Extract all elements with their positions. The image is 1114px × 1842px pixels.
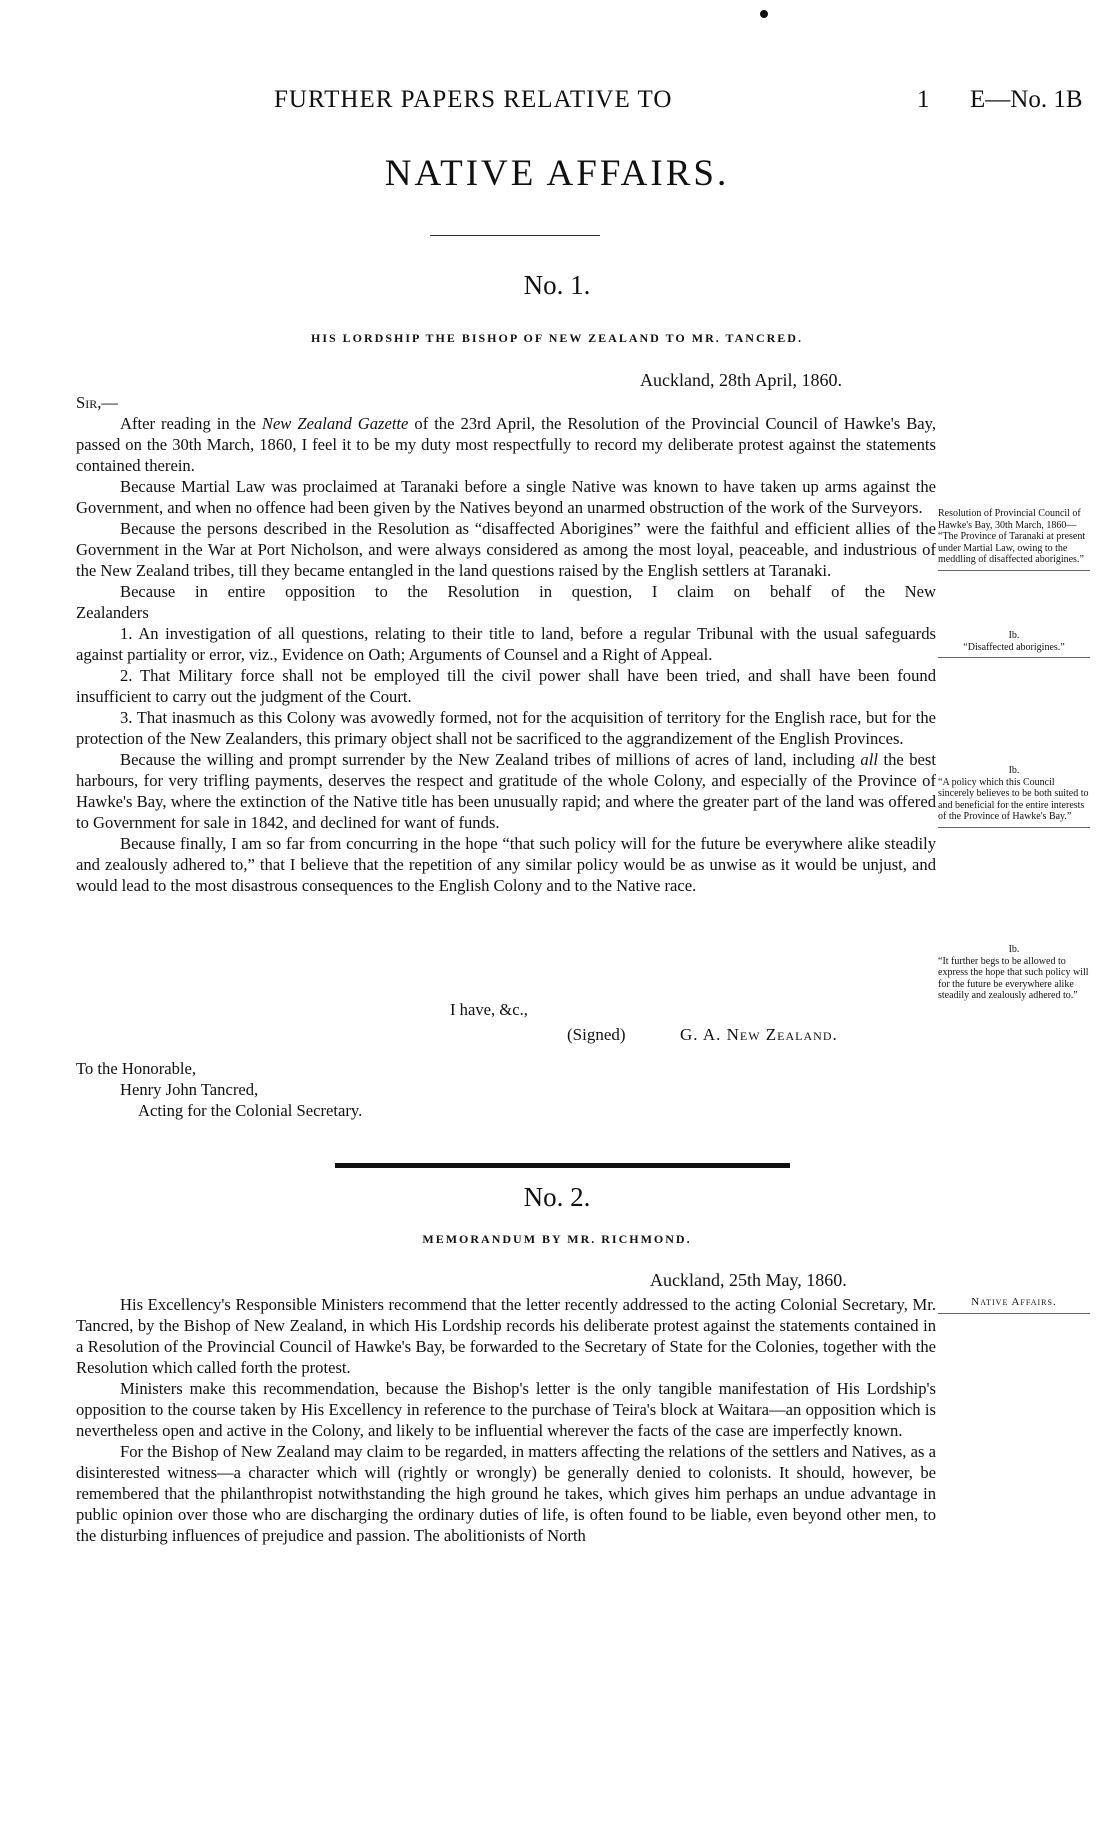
running-title: FURTHER PAPERS RELATIVE TO [274,86,673,113]
margin-note-2: Ib. “Disaffected aborigines.” [938,630,1090,658]
closing: I have, &c., [450,1000,528,1019]
margin-note-1: Resolution of Provincial Council of Hawke's Bay, 30th March, 1860— “The Province of Taranaki at present under Martial Law, owing to the meddling of disaffected aborigines.” [938,508,1090,571]
doc1-body [76,392,936,896]
doc1-claim-1: 1. An investigation of all questions, relating to their title to land, before a regular Tribunal with the usual safeguards against partiality or error, viz., Evidence on Oath; Arguments of Counsel and a Right of Appeal. [76,624,936,664]
doc1-claim-3: 3. That inasmuch as this Colony was avowedly formed, not for the acquisition of territory for the English race, but for the protection of the New Zealanders, this primary object shall not be sacrificed to the aggrandizement of the English Provinces. [76,708,936,748]
doc2-place-date: Auckland, 25th May, 1860. [650,1270,847,1290]
margin-note-4: Ib. “It further begs to be allowed to express the hope that such policy will for the future be everywhere alike steadily and zealously adhered to.” [938,944,1089,1001]
doc1-place-date: Auckland, 28th April, 1860. [640,370,842,390]
salutation: Sir,— [76,393,118,412]
doc1-paragraph-1: After reading in the New Zealand Gazette of the 23rd April, the Resolution of the Provincial Council of Hawke's Bay, passed on the 30th March, 1860, I feel it to be my duty most respectfully to record my deliberate protest against the statements contained therein. [76,414,937,475]
document-reference: E—No. 1B [970,86,1083,113]
doc1-paragraph-6: Because finally, I am so far from concurring in the hope “that such policy will for the future be everywhere alike steadily and zealously adhered to,” that I believe that the repetition of any similar policy would be as unwise as it would be unjust, and would lead to the most disastrous consequences to the English Colony and to the Native race. [76,834,936,895]
doc2-body [76,1294,936,1546]
page-title: NATIVE AFFAIRS. [384,153,730,194]
doc2-paragraph-3: For the Bishop of New Zealand may claim to be regarded, in matters affecting the relations of the settlers and Natives, as a disinterested witness—a character which will (rightly or wrongly) be generally denied to colonists. It should, however, be remembered that the philanthropist notwithstanding the high ground he takes, which gives him perhaps an undue advantage in public opinion over those who are discharging the ordinary duties of life, is often found to be liable, even beyond other men, to the disturbing influences of prejudice and passion. The abolitionists of North [76,1442,936,1545]
doc1-number: No. 1. [523,270,591,300]
doc2-paragraph-2: Ministers make this recommendation, because the Bishop's letter is the only tangible manifestation of His Lordship's opposition to the course taken by His Excellency in reference to the purchase of Teira's block at Waitara—an opposition which is nevertheless open and active in the Colony, and likely to be influential wherever the facts of the case are imperfectly known. [76,1379,936,1440]
addressee-line: To the Honorable, [76,1059,197,1078]
doc2-number: No. 2. [523,1182,591,1212]
doc1-claim-2: 2. That Military force shall not be employed till the civil power shall have been tried, and shall have been found insufficient to carry out the judgment of the Court. [76,666,936,706]
page-number: 1 [917,86,930,113]
addressee-line: Acting for the Colonial Secretary. [138,1101,363,1120]
doc1-paragraph-4: Because in entire opposition to the Resolution in question, I claim on behalf of the New [120,582,936,601]
doc2-paragraph-1: His Excellency's Responsible Ministers recommend that the letter recently addressed to the acting Colonial Secretary, Mr. Tancred, by the Bishop of New Zealand, in which His Lordship records his deliberate protest against the statements contained in a Resolution of the Provincial Council of Hawke's Bay, be forwarded to the Secretary of State for the Colonies, together with the Resolution which called forth the protest. [76,1295,936,1377]
doc1-paragraph-4-end: Zealanders [76,603,149,622]
section-divider [335,1163,790,1168]
signed-label: (Signed) [567,1025,626,1044]
ink-speck [760,10,768,18]
doc2-heading: MEMORANDUM BY MR. RICHMOND. [422,1232,692,1246]
margin-note-5: Native Affairs. [938,1297,1090,1314]
doc1-paragraph-5: Because the willing and prompt surrender by the New Zealand tribes of millions of acres of land, including all the best harbours, for very trifling payments, deserves the respect and gratitude of the whole Colony, and especially of the Province of Hawke's Bay, where the extinction of the Native title has been unusually rapid; and where the greater part of the land was offered to Government for sale in 1842, and declined for want of funds. [76,750,936,832]
doc1-heading: HIS LORDSHIP THE BISHOP OF NEW ZEALAND TO MR. TANCRED. [311,331,803,345]
signature: G. A. New Zealand. [680,1025,838,1044]
doc1-paragraph-2: Because Martial Law was proclaimed at Taranaki before a single Native was known to have taken up arms against the Government, and when no offence had been given by the Natives beyond an unarmed obstruction of the work of the Surveyors. [76,477,936,517]
addressee-line: Henry John Tancred, [120,1080,259,1099]
addressee-block [76,1058,362,1121]
divider-rule [430,235,600,236]
doc1-paragraph-3: Because the persons described in the Resolution as “disaffected Aborigines” were the faithful and efficient allies of the Government in the War at Port Nicholson, and were always considered as among the most loyal, peaceable, and industrious of the New Zealand tribes, till they became entangled in the land questions raised by the English settlers at Taranaki. [76,519,936,580]
margin-note-3: Ib. “A policy which this Council sincerely believes to be both suited to and beneficial for the entire interests of the Province of Hawke's Bay.” [938,765,1090,828]
